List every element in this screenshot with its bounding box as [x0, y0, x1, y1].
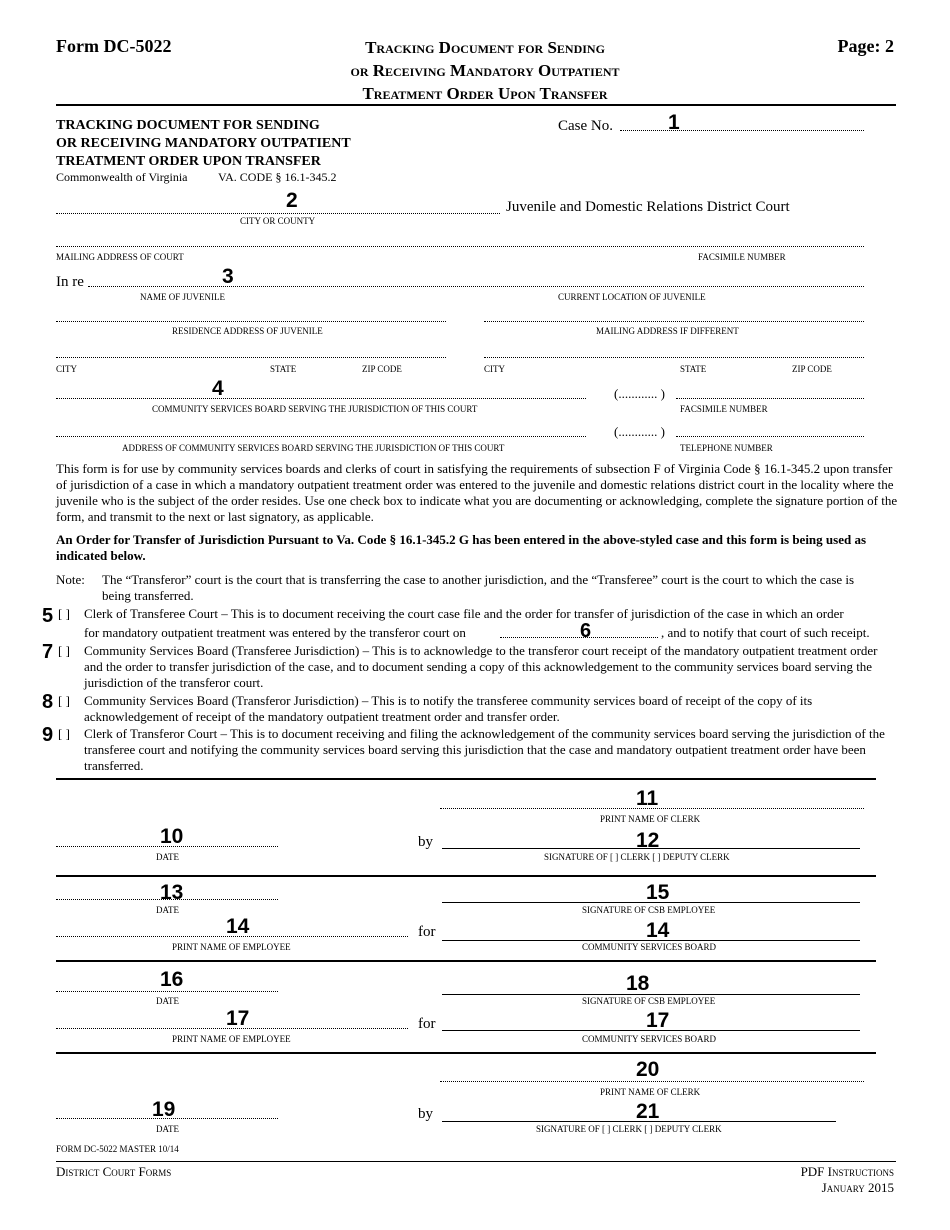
print-name-clerk-label-1: PRINT NAME OF CLERK: [600, 814, 701, 824]
residence-city-state-zip-field[interactable]: [56, 357, 446, 358]
caption-line-1: TRACKING DOCUMENT FOR SENDING: [56, 118, 320, 133]
date-label-1: DATE: [156, 852, 179, 862]
option-2-checkbox[interactable]: [ ]: [58, 643, 70, 658]
mailing-address-court-label: MAILING ADDRESS OF COURT: [56, 252, 184, 262]
signature-csb-label-1: SIGNATURE OF CSB EMPLOYEE: [582, 905, 716, 915]
city-label-2: CITY: [484, 364, 505, 374]
note-label: Note:: [56, 572, 85, 587]
marker-10: 10: [160, 825, 184, 848]
caption-line-2: OR RECEIVING MANDATORY OUTPATIENT: [56, 136, 351, 151]
marker-4: 4: [212, 377, 224, 400]
mailing-if-different-label: MAILING ADDRESS IF DIFFERENT: [596, 326, 739, 336]
signature-block-3-rule: [56, 960, 876, 962]
marker-1: 1: [668, 111, 680, 134]
marker-13: 13: [160, 881, 184, 904]
case-no-field[interactable]: [620, 130, 864, 131]
date-field-3[interactable]: [56, 991, 278, 992]
marker-11: 11: [636, 787, 659, 810]
title-line-3: Treatment Order Upon Transfer: [362, 84, 608, 103]
commonwealth-label: Commonwealth of Virginia: [56, 170, 188, 184]
in-re-label: In re: [56, 274, 84, 290]
csb-field-1[interactable]: [442, 940, 860, 941]
option-3-text: Community Services Board (Transferor Jurisdiction) – This is to notify the transferee community services board of receipt of the copy of its acknowledgement of receipt of the mandatory outpatient treatment order and transfer order.: [84, 693, 813, 724]
mailing-city-state-zip-field[interactable]: [484, 357, 864, 358]
state-label-1: STATE: [270, 364, 297, 374]
option-3-checkbox[interactable]: [ ]: [58, 693, 70, 708]
signature-block-4-rule: [56, 1052, 876, 1054]
signature-block-1-rule: [56, 778, 876, 780]
option-1-text-3: , and to notify that court of such receipt.: [661, 625, 870, 640]
csb-label-1: COMMUNITY SERVICES BOARD: [582, 942, 716, 952]
marker-2: 2: [286, 189, 298, 212]
footer-right-line-1: PDF Instructions: [800, 1164, 894, 1179]
signature-clerk-label-1: SIGNATURE OF [ ] CLERK [ ] DEPUTY CLERK: [544, 852, 730, 862]
marker-3: 3: [222, 265, 234, 288]
marker-21: 21: [636, 1100, 660, 1123]
print-name-employee-field-2[interactable]: [56, 1028, 408, 1029]
marker-8: 8: [42, 691, 54, 713]
option-1-date-field[interactable]: [500, 637, 658, 638]
marker-9: 9: [42, 724, 54, 746]
option-1-checkbox[interactable]: [ ]: [58, 606, 70, 621]
form-id: Form DC-5022: [56, 36, 172, 56]
intro-paragraph: This form is for use by community services boards and clerks of court in satisfying the requirements of subsection F of Virginia Code § 16.1-345.2 upon transfer of jurisdiction of a case in which a mandatory outpatient treatment order was entered to the juvenile and domestic relations district court in the locality where the juvenile who is the subject of the order resides. Use one check box to indicate what you are documenting or acknowledging, complete the signature portion of the form, and transmit to the next or last signatory, as applicable.: [56, 461, 898, 524]
signature-clerk-field-2[interactable]: [442, 1121, 836, 1122]
date-label-2: DATE: [156, 905, 179, 915]
csb-serving-label: COMMUNITY SERVICES BOARD SERVING THE JURISDICTION OF THIS COURT: [152, 404, 478, 414]
marker-17-employee: 17: [226, 1007, 250, 1030]
city-label-1: CITY: [56, 364, 77, 374]
marker-7: 7: [42, 641, 54, 663]
date-label-4: DATE: [156, 1124, 179, 1134]
title-line-2: or Receiving Mandatory Outpatient: [350, 61, 620, 80]
print-name-employee-label-1: PRINT NAME OF EMPLOYEE: [172, 942, 291, 952]
residence-address-label: RESIDENCE ADDRESS OF JUVENILE: [172, 326, 323, 336]
marker-14-employee: 14: [226, 915, 250, 938]
caption-line-3: TREATMENT ORDER UPON TRANSFER: [56, 154, 321, 169]
name-of-juvenile-label: NAME OF JUVENILE: [140, 292, 225, 302]
date-field-4[interactable]: [56, 1118, 278, 1119]
marker-14-board: 14: [646, 919, 670, 942]
footer-rule: [56, 1161, 896, 1162]
header-rule: [56, 104, 896, 106]
marker-18: 18: [626, 972, 650, 995]
date-field-1[interactable]: [56, 846, 278, 847]
marker-16: 16: [160, 968, 184, 991]
option-4-text: Clerk of Transferor Court – This is to document receiving and filing the acknowledgement of the community services board serving the jurisdiction of the transferee court and notifying the community services board serving this jurisdiction that the case and mandatory outpatient treatment order have been transferred.: [84, 726, 885, 773]
state-label-2: STATE: [680, 364, 707, 374]
telephone-label: TELEPHONE NUMBER: [680, 443, 773, 453]
csb-fax-field[interactable]: [676, 398, 864, 399]
city-county-label: CITY OR COUNTY: [240, 216, 316, 226]
case-no-label: Case No.: [558, 118, 613, 134]
option-1-text-2: for mandatory outpatient treatment was entered by the transferor court on: [84, 625, 466, 640]
residence-address-field[interactable]: [56, 321, 446, 322]
marker-17-board: 17: [646, 1009, 670, 1032]
signature-clerk-label-2: SIGNATURE OF [ ] CLERK [ ] DEPUTY CLERK: [536, 1124, 722, 1134]
form-master: FORM DC-5022 MASTER 10/14: [56, 1144, 179, 1154]
current-location-label: CURRENT LOCATION OF JUVENILE: [558, 292, 706, 302]
date-field-2[interactable]: [56, 899, 278, 900]
marker-6: 6: [580, 620, 592, 642]
note-text: The “Transferor” court is the court that is transferring the case to another jurisdiction, and the “Transferee” court is the court to which the case is being transferred.: [102, 572, 855, 603]
print-name-clerk-label-2: PRINT NAME OF CLERK: [600, 1087, 701, 1097]
csb-fax-label: FACSIMILE NUMBER: [680, 404, 768, 414]
marker-12: 12: [636, 829, 660, 852]
for-label-1: for: [418, 924, 436, 940]
option-2-text: Community Services Board (Transferee Jurisdiction) – This is to acknowledge to the transferor court receipt of the mandatory outpatient treatment order and the order to transfer jurisdiction of the case, and to document sending a copy of this acknowledgement to the community services board serving the jurisdiction of the transferor court.: [84, 643, 878, 690]
zip-label-1: ZIP CODE: [362, 364, 402, 374]
signature-csb-field-2[interactable]: [442, 994, 860, 995]
mailing-if-different-field[interactable]: [484, 321, 864, 322]
signature-block-2-rule: [56, 875, 876, 877]
csb-label-2: COMMUNITY SERVICES BOARD: [582, 1034, 716, 1044]
print-name-employee-field-1[interactable]: [56, 936, 408, 937]
csb-phone-field[interactable]: [676, 436, 864, 437]
csb-address-label: ADDRESS OF COMMUNITY SERVICES BOARD SERVING THE JURISDICTION OF THIS COURT: [122, 443, 505, 453]
caption-title: [56, 117, 351, 171]
csb-serving-field[interactable]: [56, 398, 586, 399]
page-number: Page: 2: [837, 36, 894, 56]
print-name-clerk-field-2[interactable]: [440, 1081, 864, 1082]
footer-right-line-2: January 2015: [821, 1180, 894, 1195]
signature-clerk-field-1[interactable]: [442, 848, 860, 849]
title-line-1: Tracking Document for Sending: [365, 38, 605, 57]
va-code-label: VA. CODE § 16.1-345.2: [218, 170, 337, 184]
mailing-address-court-field[interactable]: [56, 246, 864, 247]
marker-15: 15: [646, 881, 670, 904]
for-label-2: for: [418, 1016, 436, 1032]
court-name: Juvenile and Domestic Relations District Court: [506, 199, 790, 215]
option-1-text: Clerk of Transferee Court – This is to document receiving the court case file and the order for transfer of jurisdiction of the case in which an order: [84, 606, 844, 621]
print-name-clerk-field-1[interactable]: [440, 808, 864, 809]
print-name-employee-label-2: PRINT NAME OF EMPLOYEE: [172, 1034, 291, 1044]
csb-address-field[interactable]: [56, 436, 586, 437]
csb-field-2[interactable]: [442, 1030, 860, 1031]
footer-left: District Court Forms: [56, 1164, 172, 1179]
marker-5: 5: [42, 605, 54, 627]
page-title: [250, 36, 720, 105]
zip-label-2: ZIP CODE: [792, 364, 832, 374]
date-label-3: DATE: [156, 996, 179, 1006]
city-county-field[interactable]: [56, 213, 500, 214]
by-label-2: by: [418, 1106, 433, 1122]
juvenile-name-field[interactable]: [88, 286, 864, 287]
csb-phone-area-code[interactable]: (............ ): [614, 424, 665, 439]
court-facsimile-label: FACSIMILE NUMBER: [698, 252, 786, 262]
csb-fax-area-code[interactable]: (............ ): [614, 386, 665, 401]
signature-csb-field-1[interactable]: [442, 902, 860, 903]
signature-csb-label-2: SIGNATURE OF CSB EMPLOYEE: [582, 996, 716, 1006]
marker-20: 20: [636, 1058, 660, 1081]
order-statement: An Order for Transfer of Jurisdiction Pursuant to Va. Code § 16.1-345.2 G has been entered in the above-styled case and this form is being used as indicated below.: [56, 532, 867, 563]
by-label-1: by: [418, 834, 433, 850]
option-4-checkbox[interactable]: [ ]: [58, 726, 70, 741]
marker-19: 19: [152, 1098, 176, 1121]
footer-right: [801, 1164, 894, 1196]
